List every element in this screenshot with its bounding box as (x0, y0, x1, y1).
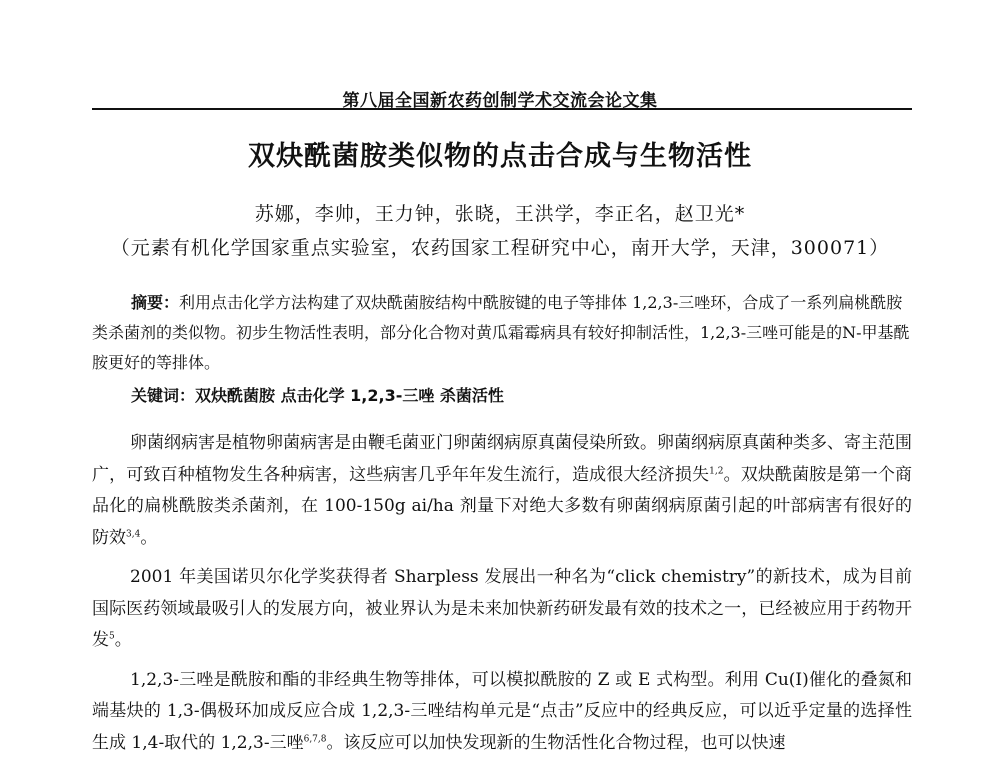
citation-ref: 1,2 (709, 465, 724, 476)
text-run: 。 (140, 527, 158, 548)
proceedings-header: 第八届全国新农药创制学术交流会论文集 (342, 91, 658, 111)
text-run: 。双炔酰菌胺是第一个商品化的扁桃酰胺类杀菌剂，在 100-150g ai/ha 剂量下对绝大多数有卵菌纲病原菌引起的叶部病害有很好的防效 (92, 464, 912, 548)
text-run: 。 (114, 630, 132, 650)
body-paragraph-1 (92, 428, 912, 554)
body-paragraph-3 (92, 665, 912, 760)
abstract (92, 288, 912, 378)
header-rule (92, 108, 912, 110)
text-run: 2001 年美国诺贝尔化学奖获得者 Sharpless 发展出一种名为“click chemistry”的新技术，成为目前国际医药领域最吸引人的发展方向，被业界认为是未来加快新药研发最有效的技术之一，已经被应用于药物开发 (92, 567, 912, 650)
abstract-text: 利用点击化学方法构建了双炔酰菌胺结构中酰胺键的电子等排体 1,2,3-三唑环，合成了一系列扁桃酰胺类杀菌剂的类似物。初步生物活性表明，部分化合物对黄瓜霜霉病具有较好抑制活性，1,2,3-三唑可能是的N-甲基酰胺更好的等排体。 (92, 293, 910, 372)
citation-ref: 3,4 (126, 528, 141, 539)
text-run: 。该反应可以加快发现新的生物活性化合物过程，也可以快速 (326, 732, 786, 753)
keywords-text: 双炔酰菌胺 点击化学 1,2,3-三唑 杀菌活性 (195, 386, 504, 405)
body-paragraph-2 (92, 562, 912, 657)
affiliation: （元素有机化学国家重点实验室，农药国家工程研究中心，南开大学，天津，300071） (110, 237, 890, 259)
author-list: 苏娜，李帅，王力钟，张晓，王洪学，李正名，赵卫光* (254, 203, 746, 225)
keywords (131, 383, 911, 406)
text-run: 卵菌纲病害是植物卵菌病害是由鞭毛菌亚门卵菌纲病原真菌侵染所致。卵菌纲病原真菌种类多、寄主范围广，可致百种植物发生各种病害，这些病害几乎年年发生流行，造成很大经济损失 (92, 433, 912, 485)
keywords-label: 关键词： (131, 386, 196, 405)
abstract-label: 摘要： (131, 293, 180, 312)
paper-title: 双炔酰菌胺类似物的点击合成与生物活性 (248, 141, 752, 172)
citation-ref: 6,7,8 (303, 733, 327, 744)
citation-ref: 5 (109, 631, 115, 642)
body-text (92, 428, 912, 767)
text-run: 1,2,3-三唑是酰胺和酯的非经典生物等排体，可以模拟酰胺的 Z 或 E 式构型。利用 Cu(I)催化的叠氮和端基炔的 1,3-偶极环加成反应合成 1,2,3-三唑结构单元是“点击”反应中的经典反应，可以近乎定量的选择性生成 1,4-取代的 1,2,3-三唑 (92, 669, 912, 753)
